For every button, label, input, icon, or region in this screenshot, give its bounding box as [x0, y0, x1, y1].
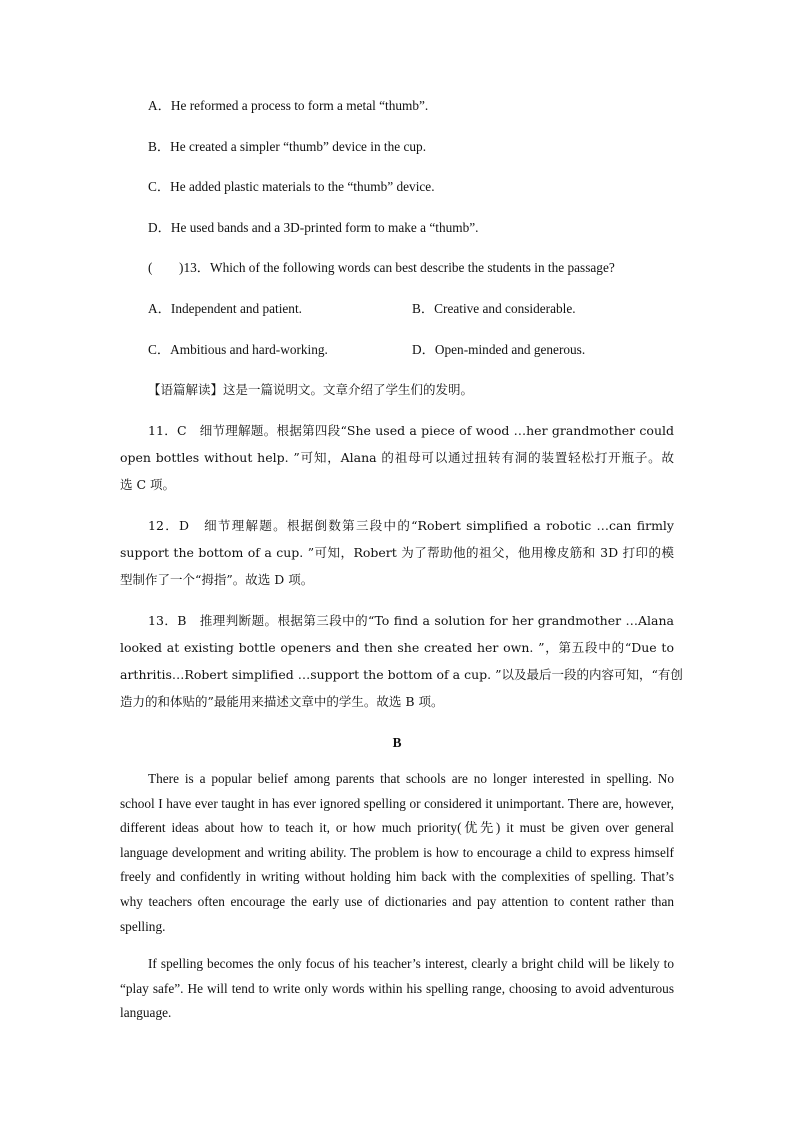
passage-b-title: B: [392, 735, 402, 750]
answer-12-line-1: 12．D 细节理解题。根据倒数第三段中的“Robert simplified a robotic …can firmly: [148, 518, 674, 533]
answer-11-line-1: 11．C 细节理解题。根据第四段“She used a piece of wood …her grandmother could: [148, 423, 674, 438]
q13-option-c: C．Ambitious and hard-working.: [148, 342, 328, 357]
q12-option-b: B．He created a simpler “thumb” device in the cup.: [148, 139, 427, 154]
answer-11-line-3: 选 C 项。: [120, 477, 176, 492]
passage-b-paragraph-1: There is a popular belief among parents that schools are no longer interested in spelling. No school I have ever taught in has ever ignored spelling or considered it unimportant. There are, however, different ideas about how to teach it, or how much priority(优先) it must be given over general language development and writing ability. The problem is how to encourage a child to express himself freely and confidently in writing without holding him back with the complexities of spelling. That’s why teachers often encourage the early use of dictionaries and pay attention to content rather than spelling.: [120, 771, 674, 934]
q12-option-d: D．He used bands and a 3D-printed form to make a “thumb”.: [148, 220, 479, 235]
answer-13-line-4: 造力的和体贴的”最能用来描述文章中的学生。故选 B 项。: [120, 694, 444, 709]
q12-option-a: A．He reformed a process to form a metal “thumb”.: [148, 98, 429, 113]
answer-13-line-2: looked at existing bottle openers and then she created her own. ”，第五段中的“Due to: [120, 640, 674, 655]
q12-option-c: C．He added plastic materials to the “thumb” device.: [148, 179, 435, 194]
passage-b-paragraph-2: If spelling becomes the only focus of his teacher’s interest, clearly a bright child will be likely to “play safe”. He will tend to write only words within his spelling range, choosing to avoid adventurous language.: [120, 956, 674, 1021]
answer-13-line-3: arthritis…Robert simplified …support the bottom of a cup. ”以及最后一段的内容可知，“有创: [120, 667, 683, 682]
analysis-heading: 【语篇解读】这是一篇说明文。文章介绍了学生们的发明。: [148, 382, 474, 397]
answer-11-line-2: open bottles without help. ”可知，Alana 的祖母可以通过扭转有洞的装置轻松打开瓶子。故: [120, 450, 674, 465]
q13-option-b: B．Creative and considerable.: [412, 301, 576, 316]
answer-12-line-2: support the bottom of a cup. ”可知，Robert 为了帮助他的祖父，他用橡皮筋和 3D 打印的模: [120, 545, 674, 560]
q13-stem: ( )13．Which of the following words can best describe the students in the passage?: [148, 260, 615, 275]
answer-13-line-1: 13．B 推理判断题。根据第三段中的“To find a solution for her grandmother …Alana: [148, 613, 674, 628]
answer-12-line-3: 型制作了一个“拇指”。故选 D 项。: [120, 572, 314, 587]
q13-option-d: D．Open-minded and generous.: [412, 342, 586, 357]
q13-option-a: A．Independent and patient.: [148, 301, 302, 316]
